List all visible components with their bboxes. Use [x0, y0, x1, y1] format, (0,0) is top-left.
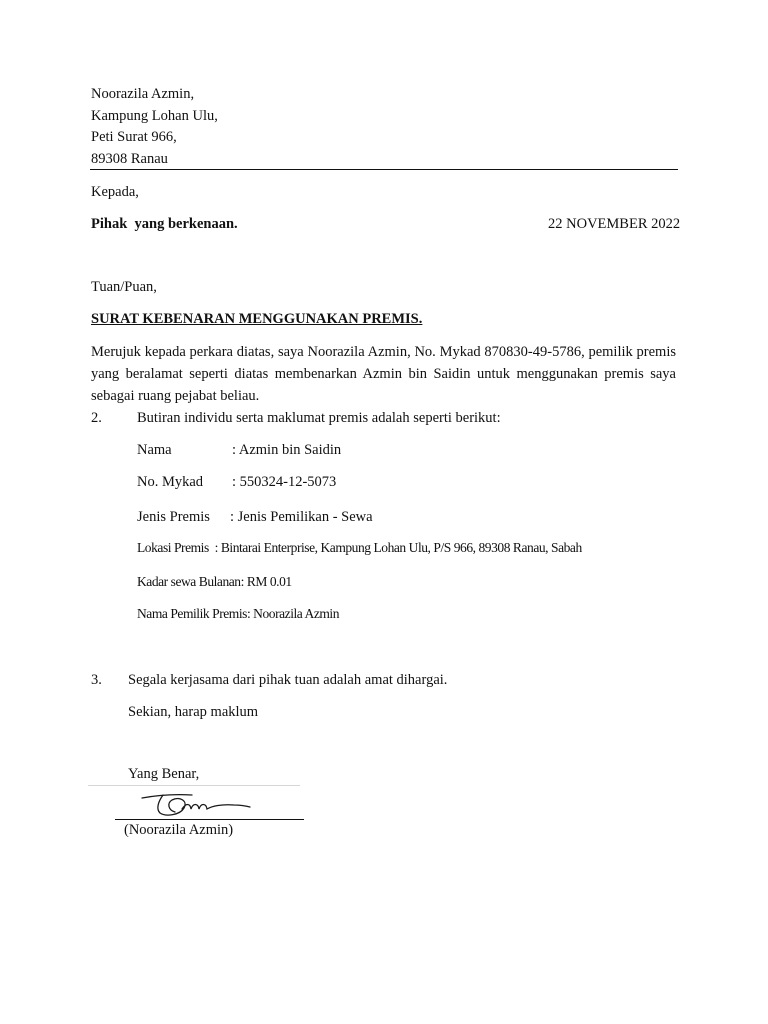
letter-date: 22 NOVEMBER 2022: [548, 216, 681, 232]
detail-mykad-label: No. Mykad: [137, 474, 204, 490]
item-2-text: Butiran individu serta maklumat premis adalah seperti berikut:: [137, 410, 501, 426]
detail-jenis-value: : Jenis Pemilikan - Sewa: [230, 509, 373, 525]
salutation: Tuan/Puan,: [91, 279, 157, 295]
handwritten-signature: [136, 782, 252, 822]
item-3-number: 3.: [91, 672, 102, 688]
detail-jenis-label: Jenis Premis: [137, 509, 210, 525]
detail-nama-value: : Azmin bin Saidin: [232, 442, 342, 458]
detail-kadar-sewa: Kadar sewa Bulanan: RM 0.01: [137, 574, 292, 589]
header-divider: [90, 169, 678, 170]
sender-address-line3: 89308 Ranau: [91, 151, 168, 167]
letter-subject: SURAT KEBENARAN MENGGUNAKAN PREMIS.: [91, 311, 423, 327]
signature-line: [115, 819, 304, 820]
item-3-text: Segala kerjasama dari pihak tuan adalah amat dihargai.: [128, 672, 448, 688]
closing-line: Sekian, harap maklum: [128, 704, 259, 720]
detail-nama-label: Nama: [137, 442, 172, 458]
sender-name: Noorazila Azmin,: [91, 86, 195, 102]
sign-off: Yang Benar,: [128, 766, 200, 782]
detail-lokasi: Lokasi Premis : Bintarai Enterprise, Kampung Lohan Ulu, P/S 966, 89308 Ranau, Sabah: [137, 540, 582, 555]
sender-address-line1: Kampung Lohan Ulu,: [91, 108, 218, 124]
sender-address-line2: Peti Surat 966,: [91, 129, 177, 145]
recipient-label: Kepada,: [91, 184, 139, 200]
item-2-number: 2.: [91, 410, 102, 426]
signatory-name: (Noorazila Azmin): [124, 822, 234, 838]
detail-pemilik: Nama Pemilik Premis: Noorazila Azmin: [137, 606, 340, 621]
detail-mykad-value: : 550324-12-5073: [232, 474, 337, 490]
recipient-name: Pihak yang berkenaan.: [91, 216, 238, 232]
paragraph-intro: Merujuk kepada perkara diatas, saya Noorazila Azmin, No. Mykad 870830-49-5786, pemilik premis yang beralamat seperti diatas membenarkan Azmin bin Saidin untuk menggunakan premis saya sebagai ruang pejabat beliau.: [91, 344, 676, 404]
